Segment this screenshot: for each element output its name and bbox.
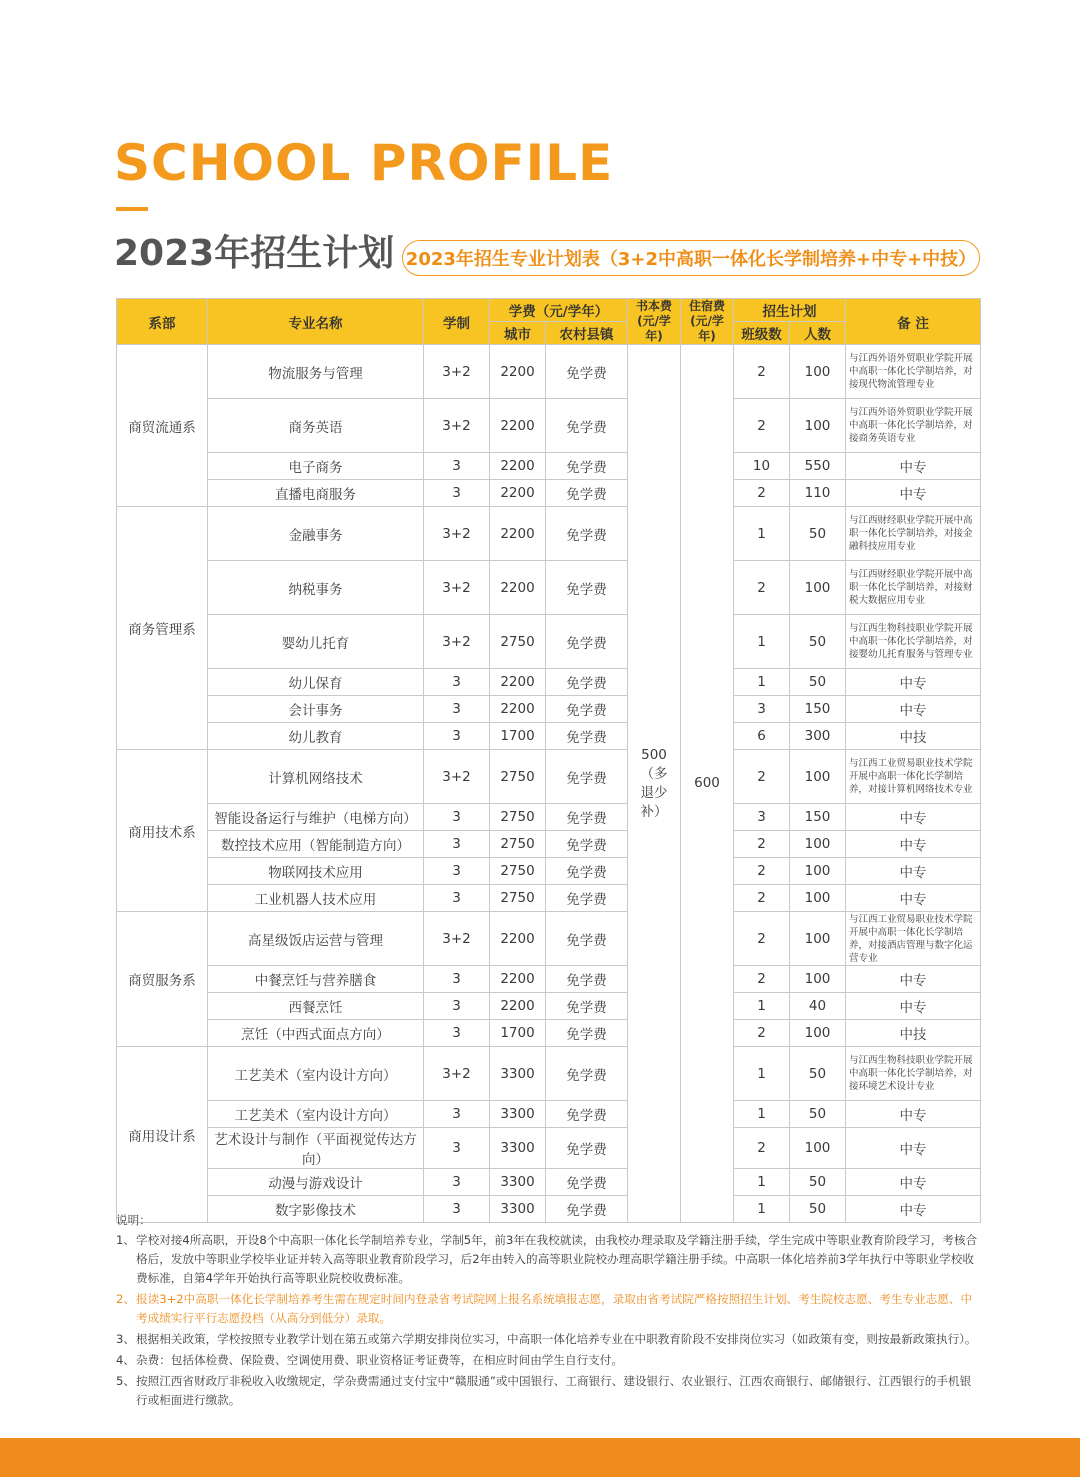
system-cell: 3+2 [424,615,490,669]
plan-people-cell: 300 [790,723,846,750]
dept-cell: 商用技术系 [117,750,208,912]
tuition-rural-cell: 免学费 [546,993,628,1020]
table-row [117,1128,981,1169]
title-underline [116,207,148,211]
tuition-city-cell: 3300 [490,1169,546,1196]
header-tuition-rural: 农村县镇 [546,322,628,345]
remark-cell: 中专 [846,1196,981,1223]
book-fee-cell: 500（多退少补） [628,345,681,1223]
system-cell: 3 [424,1128,490,1169]
tuition-city-cell: 2200 [490,507,546,561]
plan-classes-cell: 2 [734,885,790,912]
title-english: SCHOOL PROFILE [114,134,614,192]
system-cell: 3+2 [424,1047,490,1101]
major-cell: 会计事务 [208,696,424,723]
header-lodging-fee-unit: (元/学年) [690,314,724,343]
table-row [117,831,981,858]
tuition-rural-cell: 免学费 [546,507,628,561]
tuition-rural-cell: 免学费 [546,804,628,831]
table-row [117,750,981,804]
tuition-rural-cell: 免学费 [546,750,628,804]
header-tuition-city: 城市 [490,322,546,345]
major-cell: 物流服务与管理 [208,345,424,399]
remark-cell: 与江西生物科技职业学院开展中高职一体化长学制培养，对接环境艺术设计专业 [846,1047,981,1101]
table-row [117,804,981,831]
tuition-rural-cell: 免学费 [546,669,628,696]
header-dept: 系部 [117,299,208,345]
system-cell: 3 [424,480,490,507]
plan-classes-cell: 2 [734,561,790,615]
header-plan-people: 人数 [790,322,846,345]
remark-cell: 与江西财经职业学院开展中高职一体化长学制培养，对接财税大数据应用专业 [846,561,981,615]
table-row [117,669,981,696]
plan-classes-cell: 3 [734,804,790,831]
bottom-bar [0,1438,1080,1477]
major-cell: 工业机器人技术应用 [208,885,424,912]
table-row [117,1047,981,1101]
notes-list [116,1231,982,1410]
remark-cell: 中专 [846,453,981,480]
tuition-city-cell: 3300 [490,1101,546,1128]
note-number: 3、 [116,1332,135,1346]
note-number: 2、 [116,1292,135,1306]
note-item [116,1330,982,1349]
system-cell: 3 [424,1020,490,1047]
plan-people-cell: 100 [790,858,846,885]
system-cell: 3+2 [424,507,490,561]
tuition-city-cell: 2200 [490,993,546,1020]
system-cell: 3 [424,885,490,912]
plan-classes-cell: 2 [734,399,790,453]
plan-classes-cell: 1 [734,1101,790,1128]
note-text: 按照江西省财政厅非税收入收缴规定，学杂费需通过支付宝中“赣服通”或中国银行、工商银行、建设银行、农业银行、江西农商银行、邮储银行、江西银行的手机银行或柜面进行缴款。 [136,1374,972,1407]
plan-people-cell: 50 [790,669,846,696]
header-lodging-fee-label: 住宿费 [688,299,725,313]
header-plan: 招生计划 [734,299,846,322]
system-cell: 3 [424,858,490,885]
tuition-city-cell: 2200 [490,669,546,696]
tuition-city-cell: 2200 [490,345,546,399]
note-item [116,1290,982,1328]
table-row [117,858,981,885]
plan-people-cell: 100 [790,561,846,615]
system-cell: 3+2 [424,912,490,966]
plan-classes-cell: 2 [734,912,790,966]
major-cell: 烹饪（中西式面点方向） [208,1020,424,1047]
major-cell: 电子商务 [208,453,424,480]
tuition-city-cell: 3300 [490,1196,546,1223]
tuition-rural-cell: 免学费 [546,480,628,507]
header-remark: 备 注 [846,299,981,345]
plan-people-cell: 550 [790,453,846,480]
table-row [117,345,981,399]
plan-classes-cell: 2 [734,858,790,885]
plan-people-cell: 50 [790,1196,846,1223]
plan-people-cell: 100 [790,912,846,966]
table-row [117,1101,981,1128]
major-cell: 幼儿教育 [208,723,424,750]
tuition-city-cell: 2200 [490,696,546,723]
tuition-city-cell: 2200 [490,399,546,453]
tuition-rural-cell: 免学费 [546,1196,628,1223]
plan-classes-cell: 1 [734,669,790,696]
tuition-city-cell: 3300 [490,1128,546,1169]
major-cell: 智能设备运行与维护（电梯方向） [208,804,424,831]
header-book-fee [628,299,681,345]
note-text: 学校对接4所高职，开设8个中高职一体化长学制培养专业，学制5年，前3年在我校就读，由我校办理录取及学籍注册手续，学生完成中等职业教育阶段学习，考核合格后，发放中等职业学校毕业证并转入高等职业教育阶段学习，后2年由转入的高等职业院校办理高职学籍注册手续。中高职一体化培养前3学年执行中等职业学校收费标准，自第4学年开始执行高等职业院校收费标准。 [136,1233,978,1285]
note-text: 报读3+2中高职一体化长学制培养考生需在规定时间内登录省考试院网上报名系统填报志愿，录取由省考试院严格按照招生计划、考生院校志愿、考生专业志愿、中考成绩实行平行志愿投档（从高分到低分）录取。 [136,1292,973,1325]
remark-cell: 与江西工业贸易职业技术学院开展中高职一体化长学制培养，对接计算机网络技术专业 [846,750,981,804]
plan-people-cell: 100 [790,399,846,453]
remark-cell: 中专 [846,1101,981,1128]
plan-people-cell: 100 [790,831,846,858]
remark-cell: 与江西工业贸易职业技术学院开展中高职一体化长学制培养，对接酒店管理与数字化运营专业 [846,912,981,966]
tuition-rural-cell: 免学费 [546,345,628,399]
major-cell: 金融事务 [208,507,424,561]
table-row [117,723,981,750]
subtitle-pill [402,240,980,276]
tuition-rural-cell: 免学费 [546,1047,628,1101]
table-row [117,399,981,453]
major-cell: 艺术设计与制作（平面视觉传达方向） [208,1128,424,1169]
remark-cell: 中专 [846,858,981,885]
system-cell: 3 [424,1196,490,1223]
plan-people-cell: 100 [790,345,846,399]
tuition-rural-cell: 免学费 [546,399,628,453]
plan-classes-cell: 10 [734,453,790,480]
tuition-city-cell: 2750 [490,858,546,885]
remark-cell: 中专 [846,804,981,831]
plan-people-cell: 100 [790,1128,846,1169]
major-cell: 动漫与游戏设计 [208,1169,424,1196]
tuition-rural-cell: 免学费 [546,831,628,858]
tuition-city-cell: 2750 [490,615,546,669]
table-row [117,1020,981,1047]
plan-classes-cell: 1 [734,1169,790,1196]
tuition-city-cell: 2200 [490,966,546,993]
table-row [117,912,981,966]
tuition-rural-cell: 免学费 [546,1101,628,1128]
plan-classes-cell: 1 [734,615,790,669]
header-major: 专业名称 [208,299,424,345]
tuition-rural-cell: 免学费 [546,1169,628,1196]
notes-heading: 说明： [116,1213,151,1227]
system-cell: 3 [424,669,490,696]
note-number: 4、 [116,1353,135,1367]
tuition-rural-cell: 免学费 [546,966,628,993]
plan-classes-cell: 2 [734,966,790,993]
table-row [117,480,981,507]
remark-cell: 中专 [846,885,981,912]
system-cell: 3+2 [424,561,490,615]
remark-cell: 与江西财经职业学院开展中高职一体化长学制培养，对接金融科技应用专业 [846,507,981,561]
plan-people-cell: 50 [790,1169,846,1196]
major-cell: 婴幼儿托育 [208,615,424,669]
notes-section [116,1211,982,1412]
major-cell: 商务英语 [208,399,424,453]
major-cell: 高星级饭店运营与管理 [208,912,424,966]
major-cell: 数字影像技术 [208,1196,424,1223]
system-cell: 3 [424,453,490,480]
tuition-rural-cell: 免学费 [546,696,628,723]
plan-people-cell: 100 [790,966,846,993]
system-cell: 3 [424,804,490,831]
tuition-rural-cell: 免学费 [546,615,628,669]
tuition-city-cell: 1700 [490,723,546,750]
system-cell: 3 [424,1101,490,1128]
plan-people-cell: 150 [790,804,846,831]
tuition-city-cell: 3300 [490,1047,546,1101]
system-cell: 3 [424,831,490,858]
dept-cell: 商贸服务系 [117,912,208,1047]
table-row [117,507,981,561]
system-cell: 3+2 [424,399,490,453]
remark-cell: 中专 [846,669,981,696]
subtitle-text: 2023年招生专业计划表（3+2中高职一体化长学制培养+中专+中技） [405,249,977,270]
plan-classes-cell: 1 [734,1196,790,1223]
header-lodging-fee [681,299,734,345]
system-cell: 3 [424,696,490,723]
tuition-rural-cell: 免学费 [546,1128,628,1169]
major-cell: 纳税事务 [208,561,424,615]
major-cell: 数控技术应用（智能制造方向） [208,831,424,858]
note-text: 杂费：包括体检费、保险费、空调使用费、职业资格证考证费等，在相应时间由学生自行支付。 [136,1353,623,1367]
table-row [117,966,981,993]
plan-people-cell: 110 [790,480,846,507]
major-cell: 幼儿保育 [208,669,424,696]
tuition-rural-cell: 免学费 [546,858,628,885]
plan-classes-cell: 2 [734,1128,790,1169]
system-cell: 3+2 [424,345,490,399]
plan-classes-cell: 2 [734,480,790,507]
plan-people-cell: 100 [790,1020,846,1047]
major-cell: 直播电商服务 [208,480,424,507]
plan-people-cell: 50 [790,1101,846,1128]
system-cell: 3 [424,993,490,1020]
remark-cell: 中专 [846,993,981,1020]
note-number: 5、 [116,1374,135,1388]
tuition-rural-cell: 免学费 [546,912,628,966]
note-item [116,1231,982,1288]
system-cell: 3 [424,966,490,993]
remark-cell: 与江西外语外贸职业学院开展中高职一体化长学制培养，对接商务英语专业 [846,399,981,453]
tuition-city-cell: 2200 [490,453,546,480]
plan-people-cell: 100 [790,885,846,912]
table-body [117,345,981,1223]
remark-cell: 中专 [846,696,981,723]
table-row [117,993,981,1020]
major-cell: 工艺美术（室内设计方向） [208,1047,424,1101]
table-row [117,561,981,615]
table-row [117,1169,981,1196]
table-row [117,453,981,480]
plan-classes-cell: 2 [734,750,790,804]
table-row [117,696,981,723]
header-system: 学制 [424,299,490,345]
plan-classes-cell: 6 [734,723,790,750]
dept-cell: 商务管理系 [117,507,208,750]
remark-cell: 中专 [846,480,981,507]
tuition-rural-cell: 免学费 [546,723,628,750]
tuition-rural-cell: 免学费 [546,453,628,480]
table-header-row [117,299,981,322]
table-row [117,885,981,912]
plan-people-cell: 50 [790,615,846,669]
tuition-city-cell: 2750 [490,831,546,858]
tuition-city-cell: 2200 [490,561,546,615]
plan-people-cell: 40 [790,993,846,1020]
remark-cell: 与江西外语外贸职业学院开展中高职一体化长学制培养，对接现代物流管理专业 [846,345,981,399]
remark-cell: 中技 [846,723,981,750]
note-item [116,1351,982,1370]
plan-classes-cell: 3 [734,696,790,723]
header-plan-classes: 班级数 [734,322,790,345]
tuition-rural-cell: 免学费 [546,885,628,912]
major-cell: 计算机网络技术 [208,750,424,804]
plan-classes-cell: 2 [734,831,790,858]
header-tuition: 学费（元/学年） [490,299,628,322]
header-book-fee-unit: (元/学年) [637,314,671,343]
plan-people-cell: 150 [790,696,846,723]
remark-cell: 中专 [846,831,981,858]
plan-classes-cell: 1 [734,1047,790,1101]
lodging-fee-cell: 600 [681,345,734,1223]
major-cell: 工艺美术（室内设计方向） [208,1101,424,1128]
tuition-city-cell: 2750 [490,750,546,804]
major-cell: 中餐烹饪与营养膳食 [208,966,424,993]
tuition-rural-cell: 免学费 [546,1020,628,1047]
table-row [117,615,981,669]
plan-classes-cell: 2 [734,1020,790,1047]
header-book-fee-label: 书本费 [635,299,672,313]
remark-cell: 与江西生物科技职业学院开展中高职一体化长学制培养，对接婴幼儿托育服务与管理专业 [846,615,981,669]
plan-classes-cell: 1 [734,507,790,561]
note-number: 1、 [116,1233,135,1247]
tuition-city-cell: 2200 [490,912,546,966]
plan-people-cell: 50 [790,1047,846,1101]
dept-cell: 商贸流通系 [117,345,208,507]
major-cell: 物联网技术应用 [208,858,424,885]
plan-classes-cell: 1 [734,993,790,1020]
tuition-city-cell: 2750 [490,885,546,912]
enrollment-plan-table [116,298,981,1223]
remark-cell: 中专 [846,1169,981,1196]
remark-cell: 中专 [846,966,981,993]
note-item [116,1372,982,1410]
major-cell: 西餐烹饪 [208,993,424,1020]
tuition-city-cell: 2750 [490,804,546,831]
tuition-city-cell: 2200 [490,480,546,507]
tuition-city-cell: 1700 [490,1020,546,1047]
title-chinese: 2023年招生计划 [114,233,395,274]
plan-classes-cell: 2 [734,345,790,399]
system-cell: 3+2 [424,750,490,804]
remark-cell: 中技 [846,1020,981,1047]
note-text: 根据相关政策，学校按照专业教学计划在第五或第六学期安排岗位实习，中高职一体化培养专业在中职教育阶段不安排岗位实习（如政策有变，则按最新政策执行）。 [136,1332,977,1346]
dept-cell: 商用设计系 [117,1047,208,1223]
remark-cell: 中专 [846,1128,981,1169]
plan-people-cell: 100 [790,750,846,804]
plan-people-cell: 50 [790,507,846,561]
system-cell: 3 [424,723,490,750]
tuition-rural-cell: 免学费 [546,561,628,615]
system-cell: 3 [424,1169,490,1196]
